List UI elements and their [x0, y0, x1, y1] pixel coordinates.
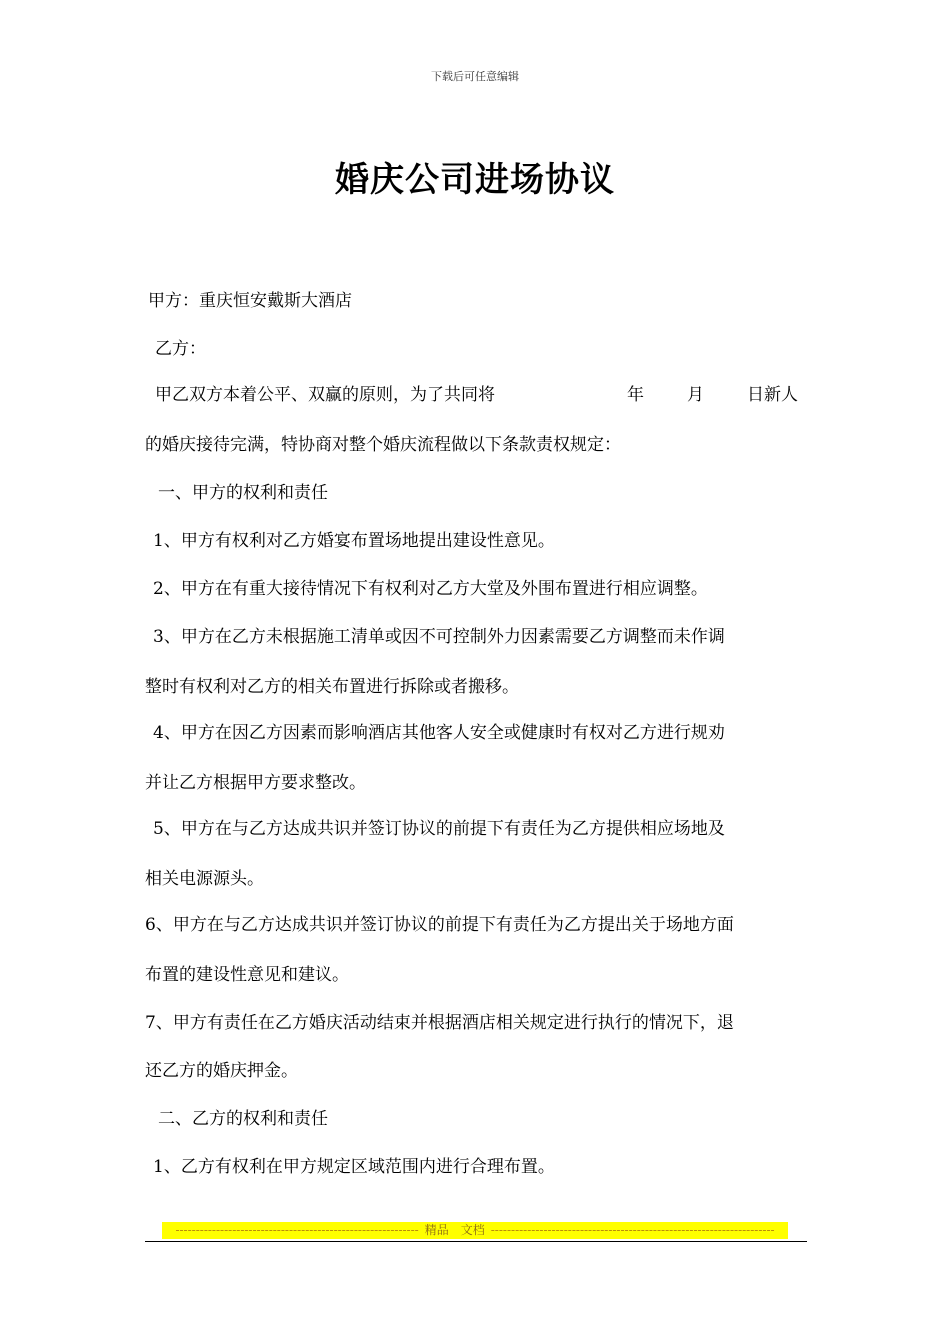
section1-item-6-cont: 布置的建设性意见和建议。: [145, 965, 349, 985]
intro-year: 年: [627, 385, 644, 405]
section1-item-3: 3、甲方在乙方未根据施工清单或因不可控制外力因素需要乙方调整而未作调: [153, 627, 725, 647]
footer-dashes-left: ------------------------------------------------------------: [175, 1223, 419, 1237]
section1-item-7: 7、甲方有责任在乙方婚庆活动结束并根据酒店相关规定进行执行的情况下，退: [145, 1013, 734, 1033]
section2-heading: 二、乙方的权利和责任: [158, 1109, 328, 1129]
section1-item-4: 4、甲方在因乙方因素而影响酒店其他客人安全或健康时有权对乙方进行规劝: [153, 723, 725, 743]
footer-dashes-right: ----------------------------------------------------------------------: [490, 1223, 775, 1237]
section1-item-5-cont: 相关电源源头。: [145, 869, 264, 889]
footer-banner: [162, 1222, 788, 1239]
section1-item-1: 1、甲方有权利对乙方婚宴布置场地提出建设性意见。: [153, 531, 555, 551]
intro-start: 甲乙双方本着公平、双赢的原则，为了共同将: [155, 385, 495, 405]
section1-item-2: 2、甲方在有重大接待情况下有权利对乙方大堂及外围布置进行相应调整。: [153, 579, 708, 599]
intro-line-2: 的婚庆接待完满，特协商对整个婚庆流程做以下条款责权规定：: [145, 435, 621, 455]
document-title: 婚庆公司进场协议: [335, 160, 615, 200]
section2-item-1: 1、乙方有权利在甲方规定区域范围内进行合理布置。: [153, 1157, 555, 1177]
footer-label: 精品 文档: [424, 1223, 485, 1237]
intro-day: 日新人: [747, 385, 798, 405]
section1-item-4-cont: 并让乙方根据甲方要求整改。: [145, 773, 366, 793]
section1-item-6: 6、甲方在与乙方达成共识并签订协议的前提下有责任为乙方提出关于场地方面: [145, 915, 734, 935]
section1-item-3-cont: 整时有权利对乙方的相关布置进行拆除或者搬移。: [145, 677, 519, 697]
section1-item-5: 5、甲方在与乙方达成共识并签订协议的前提下有责任为乙方提供相应场地及: [153, 819, 725, 839]
party-a: 甲方：重庆恒安戴斯大酒店: [148, 291, 352, 311]
section1-heading: 一、甲方的权利和责任: [158, 483, 328, 503]
section1-item-7-cont: 还乙方的婚庆押金。: [145, 1061, 298, 1081]
party-b: 乙方：: [155, 339, 206, 359]
footer-rule: [145, 1241, 807, 1242]
intro-month: 月: [687, 385, 704, 405]
header-note: 下载后可任意编辑: [431, 70, 519, 83]
